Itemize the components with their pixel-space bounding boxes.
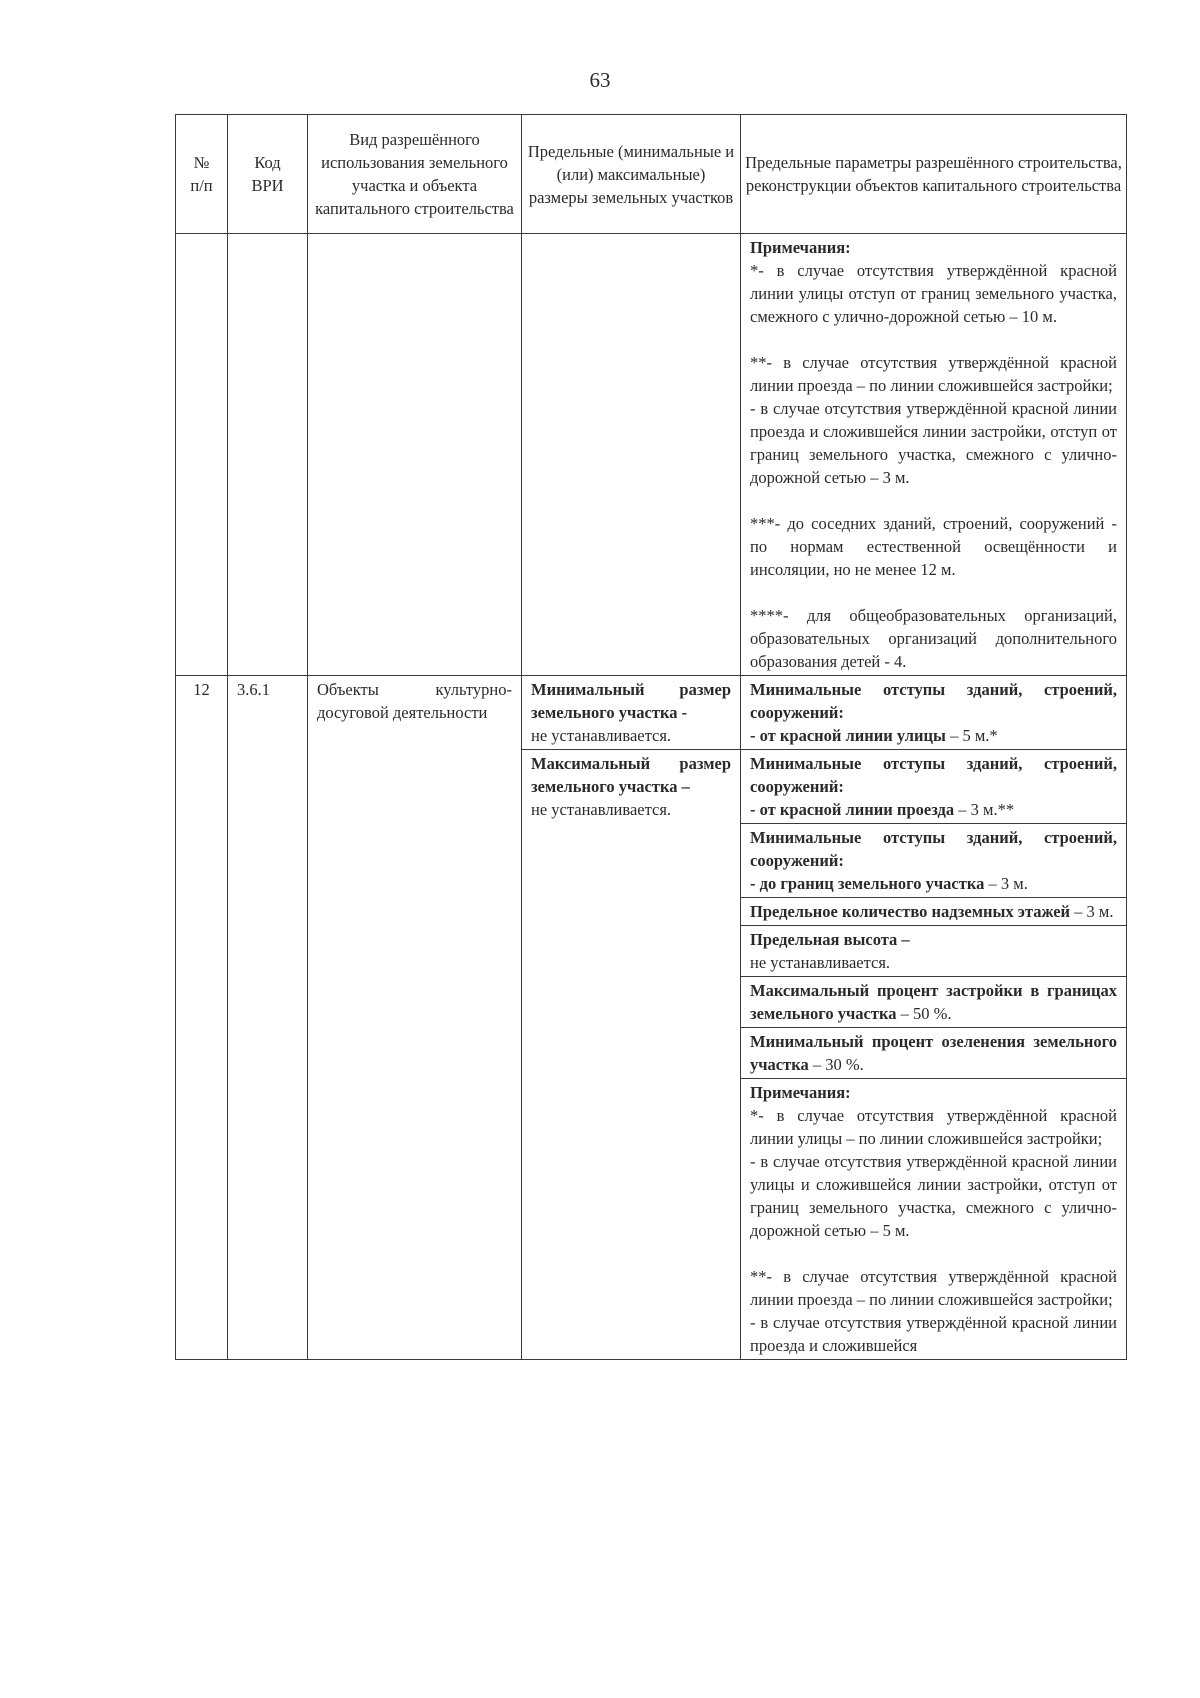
- row12-param-5: [741, 926, 1127, 977]
- row12-param-1: [741, 676, 1127, 750]
- note-1: *- в случае отсутствия утверждённой красной линии улицы отступ от границ земельного участка, смежного с улично-дорожной сетью – 10 м.: [750, 261, 1117, 326]
- p4-label: Предельное количество надземных этажей: [750, 902, 1071, 921]
- p1-value: – 5 м.*: [945, 726, 998, 745]
- size-max-label: Максимальный размер земельного участка –: [531, 754, 731, 796]
- size-min-value: не устанавливается.: [531, 726, 672, 745]
- row12-kind: Объекты культурно-досуговой деятельности: [308, 676, 522, 1360]
- size-max-value: не устанавливается.: [531, 800, 672, 819]
- header-params: Предельные параметры разрешённого строительства, реконструкции объектов капитального строительства: [741, 115, 1127, 234]
- note-2a: **- в случае отсутствия утверждённой красной линии проезда – по линии сложившейся застройки;: [750, 353, 1117, 395]
- cont-notes-cell: [741, 234, 1127, 676]
- row12-param-3: [741, 824, 1127, 898]
- table-row-12: [176, 676, 1127, 750]
- p5-value: не устанавливается.: [750, 953, 891, 972]
- note-2b: - в случае отсутствия утверждённой красной линии проезда и сложившейся линии застройки, отступ от границ земельного участка, смежного с улично-дорожной сетью – 3 м.: [750, 399, 1117, 487]
- p2-label: Минимальные отступы зданий, строений, сооружений:: [750, 754, 1117, 796]
- row12-note-2a: **- в случае отсутствия утверждённой красной линии проезда – по линии сложившейся застройки;: [750, 1267, 1117, 1309]
- p7-value: – 30 %.: [808, 1055, 864, 1074]
- row12-num: 12: [176, 676, 228, 1360]
- header-kind: Вид разрешённого использования земельного участка и объекта капитального строительства: [308, 115, 522, 234]
- p5-label: Предельная высота –: [750, 930, 910, 949]
- size-min-label: Минимальный размер земельного участка -: [531, 680, 731, 722]
- p2-value: – 3 м.**: [954, 800, 1015, 819]
- row12-code: 3.6.1: [228, 676, 308, 1360]
- note-4: ****- для общеобразовательных организаций, образовательных организаций дополнительного образования детей - 4.: [750, 606, 1117, 671]
- notes-title: Примечания:: [750, 238, 851, 257]
- p3-label: Минимальные отступы зданий, строений, сооружений:: [750, 828, 1117, 870]
- header-code: Код ВРИ: [228, 115, 308, 234]
- p3-value: – 3 м.: [984, 874, 1028, 893]
- p2-lead: - от красной линии проезда: [750, 800, 955, 819]
- table-row-continuation: [176, 234, 1127, 676]
- row12-note-1a: *- в случае отсутствия утверждённой красной линии улицы – по линии сложившейся застройки;: [750, 1106, 1117, 1148]
- row12-notes: [741, 1079, 1127, 1360]
- row12-note-1b: - в случае отсутствия утверждённой красной линии улицы и сложившейся линии застройки, отступ от границ земельного участка, смежного с улично-дорожной сетью – 5 м.: [750, 1152, 1117, 1240]
- cont-kind-cell: [308, 234, 522, 676]
- row12-notes-title: Примечания:: [750, 1083, 851, 1102]
- cont-size-cell: [522, 234, 741, 676]
- row12-size-min: [522, 676, 741, 750]
- table-header-row: [176, 115, 1127, 234]
- p1-label: Минимальные отступы зданий, строений, сооружений:: [750, 680, 1117, 722]
- p6-label: Максимальный процент застройки в границах земельного участка: [750, 981, 1117, 1023]
- p1-lead: - от красной линии улицы: [750, 726, 946, 745]
- row12-param-4: [741, 898, 1127, 926]
- row12-note-2b: - в случае отсутствия утверждённой красной линии проезда и сложившейся: [750, 1313, 1117, 1355]
- page-number: 63: [589, 68, 611, 92]
- p4-value: – 3 м.: [1070, 902, 1114, 921]
- header-size: Предельные (минимальные и (или) максимальные) размеры земельных участков: [522, 115, 741, 234]
- cont-num-cell: [176, 234, 228, 676]
- row12-param-6: [741, 977, 1127, 1028]
- cont-code-cell: [228, 234, 308, 676]
- p3-lead: - до границ земельного участка: [750, 874, 985, 893]
- note-3: ***- до соседних зданий, строений, сооружений - по нормам естественной освещённости и инсоляции, но не менее 12 м.: [750, 514, 1117, 579]
- p7-label: Минимальный процент озеленения земельного участка: [750, 1032, 1117, 1074]
- row12-param-7: [741, 1028, 1127, 1079]
- header-num: № п/п: [176, 115, 228, 234]
- regulations-table: [175, 114, 1127, 1360]
- row12-param-2: [741, 750, 1127, 824]
- p6-value: – 50 %.: [896, 1004, 952, 1023]
- row12-size-max: [522, 750, 741, 1360]
